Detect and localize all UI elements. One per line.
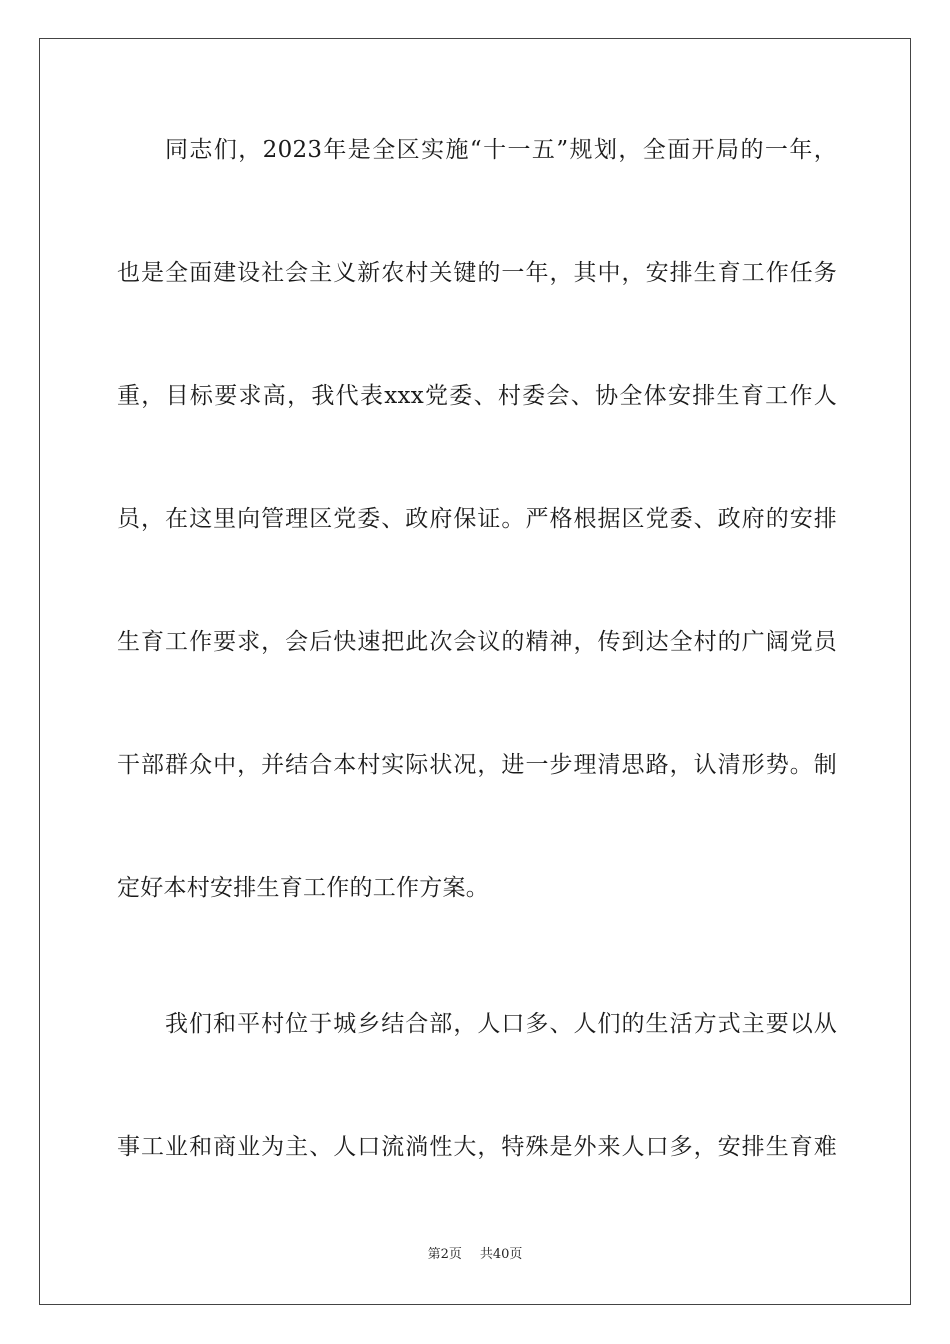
- paragraph-1-line-5: 生育工作要求，会后快速把此次会议的精神，传到达全村的广阔党员: [117, 629, 837, 655]
- paragraph-1-line-6: 干部群众中，并结合本村实际状况，进一步理清思路，认清形势。制: [117, 752, 837, 778]
- paragraph-1-line-3: 重，目标要求高，我代表xxx党委、村委会、协全体安排生育工作人: [117, 383, 837, 409]
- paragraph-2-line-1: 我们和平村位于城乡结合部，人口多、人们的生活方式主要以从: [165, 1011, 837, 1037]
- page-number: 第2页: [427, 1247, 462, 1262]
- paragraph-1-line-1: 同志们，2023年是全区实施“十一五”规划，全面开局的一年，: [165, 137, 837, 163]
- paragraph-1-line-4: 员，在这里向管理区党委、政府保证。严格根据区党委、政府的安排: [117, 506, 837, 532]
- page-footer: [0, 1247, 950, 1263]
- page-total: 共40页: [479, 1247, 523, 1262]
- paragraph-2-line-2: 事工业和商业为主、人口流淌性大，特殊是外来人口多，安排生育难: [117, 1134, 837, 1160]
- paragraph-1-line-2: 也是全面建设社会主义新农村关键的一年，其中，安排生育工作任务: [117, 260, 837, 286]
- paragraph-1-line-7: 定好本村安排生育工作的工作方案。: [117, 875, 489, 901]
- page-frame: [39, 38, 911, 1305]
